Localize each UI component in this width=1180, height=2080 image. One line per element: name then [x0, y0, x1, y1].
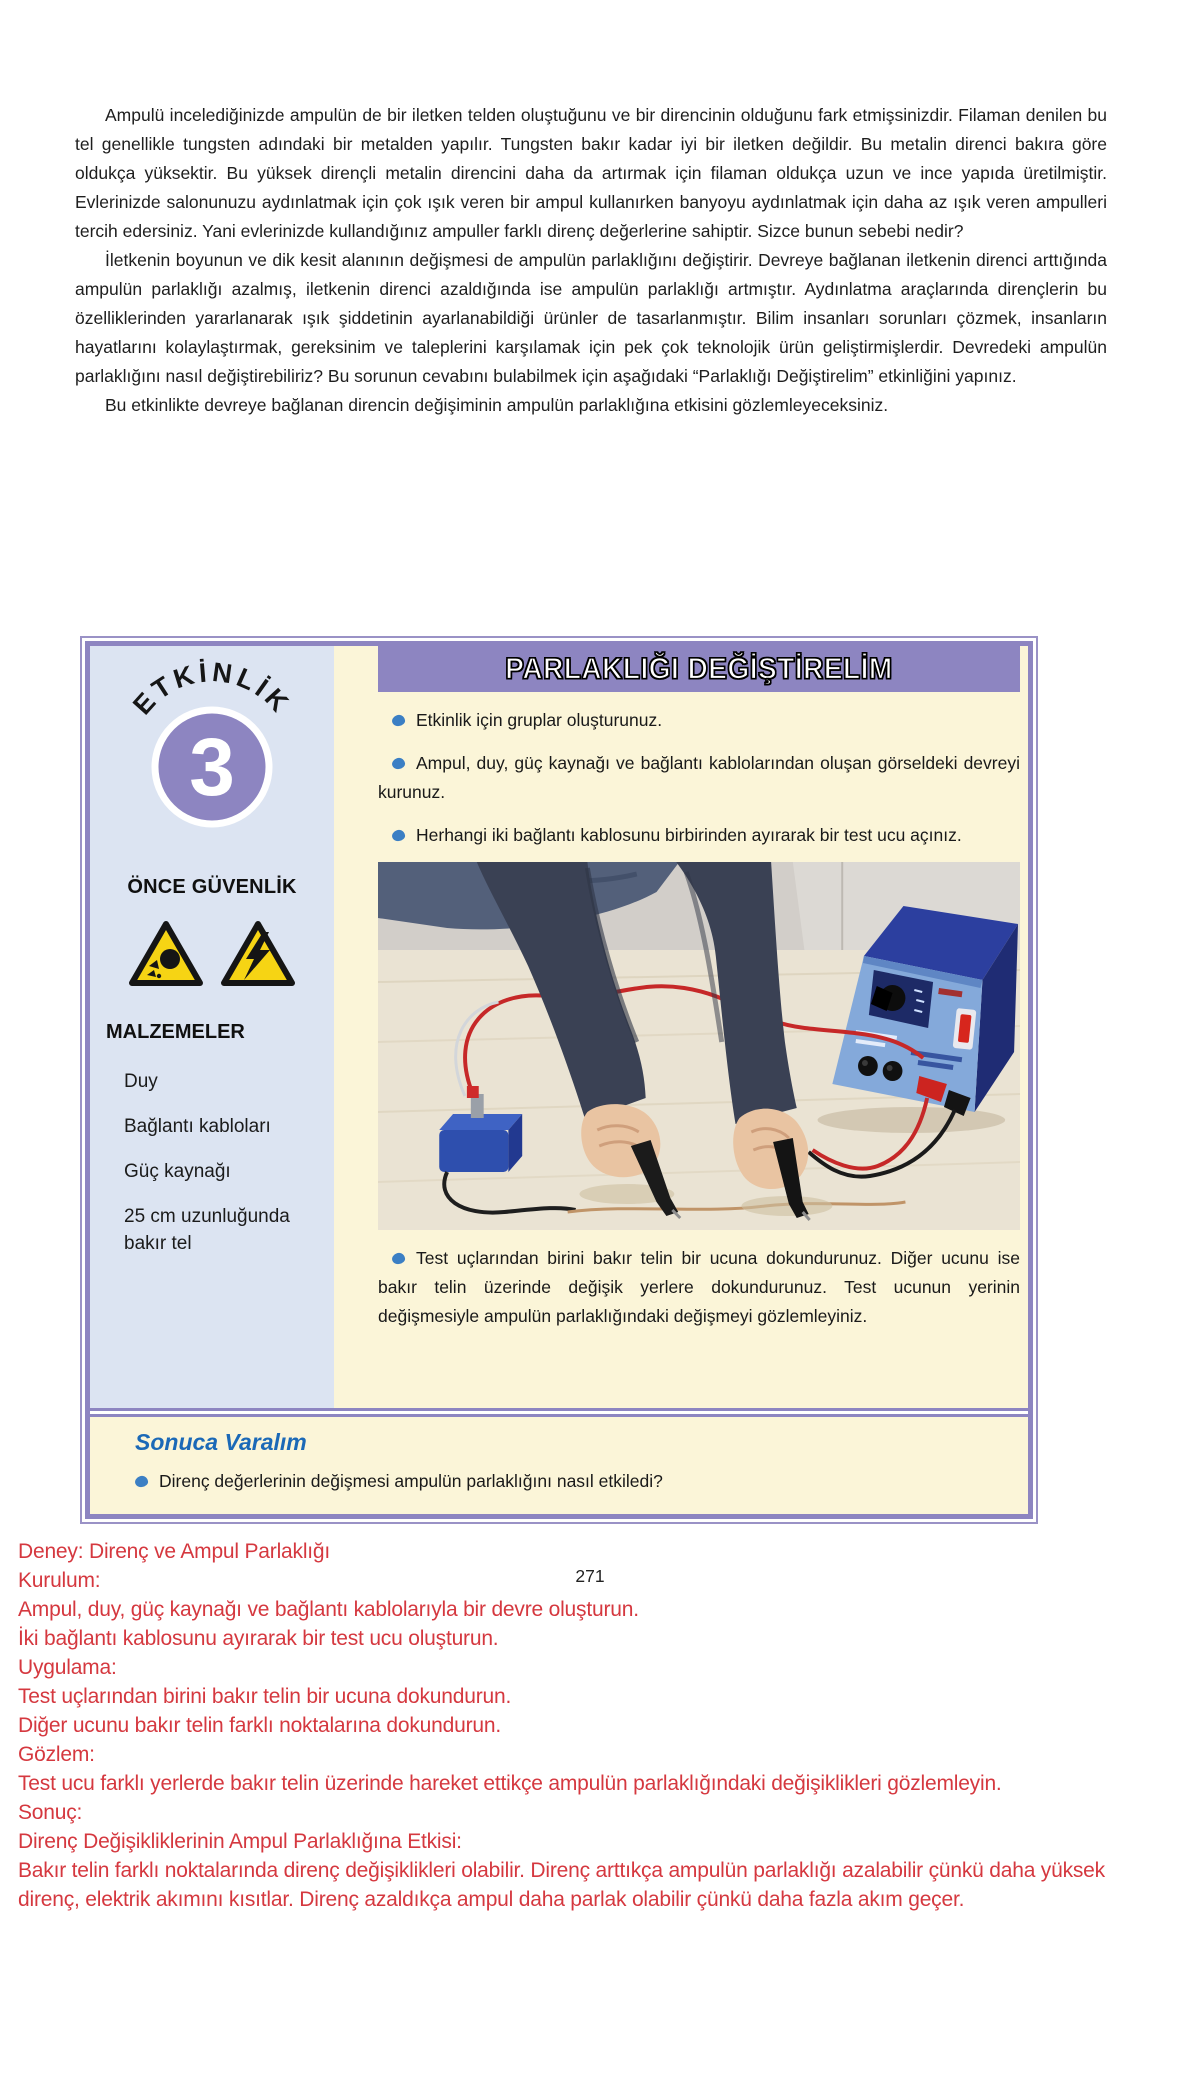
activity-frame: [85, 641, 1033, 1519]
experiment-photo: [378, 862, 1020, 1230]
conclusion-section: [90, 1417, 1028, 1514]
note-line: Kurulum:: [18, 1569, 101, 1592]
electrical-hazard-warning-icon: [219, 919, 297, 989]
activity-number-badge: [117, 654, 307, 852]
activity-number: 3: [189, 722, 235, 813]
materials-item: Duy: [124, 1071, 158, 1092]
paw-bullet-icon: [134, 1475, 148, 1488]
note-line: Gözlem:: [18, 1743, 95, 1766]
note-line: Ampul, duy, güç kaynağı ve bağlantı kablolarıyla bir devre oluşturun.: [18, 1598, 639, 1621]
materials-heading: MALZEMELER: [106, 1021, 245, 1043]
safety-heading: ÖNCE GÜVENLİK: [127, 876, 297, 898]
activity-title: PARLAKLIĞI DEĞİŞTİRELİM: [505, 652, 893, 685]
step-item: [378, 706, 1020, 735]
intro-paragraph: Bu etkinlikte devreye bağlanan direncin değişiminin ampulün parlaklığına etkisini gözlemleyeceksiniz.: [105, 395, 889, 415]
note-line: Deney: Direnç ve Ampul Parlaklığı: [18, 1540, 331, 1563]
intro-paragraph: Ampulü incelediğinizde ampulün de bir iletken telden oluştuğunu ve bir direncinin olduğunu fark etmişsinizdir. Filaman denilen bu tel genellikle tungsten adındaki bir metalden yapılır. Tungsten bakır kadar iyi bir iletken değildir. Bu metalin direnci bakıra göre oldukça yüksektir. Bu yüksek dirençli metalin direncini daha da artırmak için filaman oldukça uzun ve ince yapıda üretilmiştir. Evlerinizde salonunuzu aydınlatmak için çok ışık veren bir ampul kullanırken banyoyu aydınlatmak için daha az ışık veren ampulleri tercih edersiniz. Yani evlerinizde kullandığınız ampuller farklı direnç değerlerine sahiptir. Sizce bunun sebebi nedir?: [75, 105, 1107, 241]
paw-bullet-icon: [391, 757, 405, 770]
safety-icons: [127, 919, 297, 989]
paw-bullet-icon: [391, 1252, 405, 1265]
paw-bullet-icon: [391, 714, 405, 727]
activity-main-row: [90, 646, 1028, 1408]
step-item: [378, 821, 1020, 850]
page-number: 271: [575, 1566, 605, 1586]
step-text: Herhangi iki bağlantı kablosunu birbirinden ayırarak bir test ucu açınız.: [416, 825, 962, 845]
step-text: Test uçlarından birini bakır telin bir ucuna dokundurunuz. Diğer ucunu ise bakır telin üzerinde değişik yerlere dokundurunuz. Test ucunun yerinin değişmesiyle ampulün parlaklığındaki değişmeyi gözlemleyiniz.: [378, 1248, 1020, 1326]
activity-title-bar: [378, 646, 1020, 692]
note-line: İki bağlantı kablosunu ayırarak bir test ucu oluşturun.: [18, 1627, 499, 1650]
activity-box: [80, 636, 1038, 1524]
materials-item: Güç kaynağı: [124, 1161, 231, 1182]
step-item: [378, 749, 1020, 807]
note-line: Bakır telin farklı noktalarında direnç değişiklikleri olabilir. Direnç arttıkça ampulün parlaklığı azalabilir çünkü daha yüksek direnç, elektrik akımını kısıtlar. Direnç azaldıkça ampul daha parlak olabilir çünkü daha fazla akım geçer.: [18, 1859, 1105, 1911]
step-text: Ampul, duy, güç kaynağı ve bağlantı kablolarından oluşan görseldeki devreyi kurunuz.: [378, 753, 1020, 802]
conclusion-title: Sonuca Varalım: [135, 1429, 307, 1455]
materials-item: Bağlantı kabloları: [124, 1116, 271, 1137]
step-item: [378, 1244, 1020, 1331]
intro-text: [75, 101, 1107, 420]
note-line: Direnç Değişikliklerinin Ampul Parlaklığına Etkisi:: [18, 1830, 462, 1853]
note-line: Diğer ucunu bakır telin farklı noktalarına dokundurun.: [18, 1714, 501, 1737]
paw-bullet-icon: [391, 829, 405, 842]
conclusion-question-text: Direnç değerlerinin değişmesi ampulün parlaklığını nasıl etkiledi?: [159, 1471, 663, 1491]
note-line: Uygulama:: [18, 1656, 117, 1679]
note-line: Test uçlarından birini bakır telin bir ucuna dokundurun.: [18, 1685, 512, 1708]
notes-section: [18, 1537, 1168, 1914]
materials-item: 25 cm uzunluğunda bakır tel: [124, 1206, 290, 1254]
activity-content: [334, 646, 1028, 1408]
step-text: Etkinlik için gruplar oluşturunuz.: [416, 710, 663, 730]
glass-breakage-warning-icon: [127, 919, 205, 989]
intro-paragraph: İletkenin boyunun ve dik kesit alanının değişmesi de ampulün parlaklığını değiştirir. Devreye bağlanan iletkenin direnci arttığında ampulün parlaklığı azalmış, iletkenin direnci azaldığında ise ampulün parlaklığı artmıştır. Aydınlatma araçlarında dirençlerin bu özelliklerinden yararlanarak ışık şiddetinin ayarlanabildiği ürünler de tasarlanmıştır. Bilim insanları sorunları çözmek, insanların hayatlarını kolaylaştırmak, gereksinim ve taleplerini karşılamak için pek çok teknolojik ürün geliştirmişlerdir. Devredeki ampulün parlaklığını nasıl değiştirebiliriz? Bu sorunun cevabını bulabilmek için aşağıdaki “Parlaklığı Değiştirelim” etkinliğini yapınız.: [75, 250, 1107, 386]
section-divider: [90, 1408, 1028, 1417]
note-line: Sonuç:: [18, 1801, 83, 1824]
materials-list: [124, 1050, 306, 1257]
experiment-photo-illustration: [378, 862, 1020, 1230]
activity-sidebar: [90, 646, 334, 1408]
activity-badge-arc-label: ETKİNLİK: [127, 656, 297, 721]
note-line: Test ucu farklı yerlerde bakır telin üzerinde hareket ettikçe ampulün parlaklığındaki değişiklikleri gözlemleyin.: [18, 1772, 1002, 1795]
conclusion-question: [135, 1468, 1008, 1494]
